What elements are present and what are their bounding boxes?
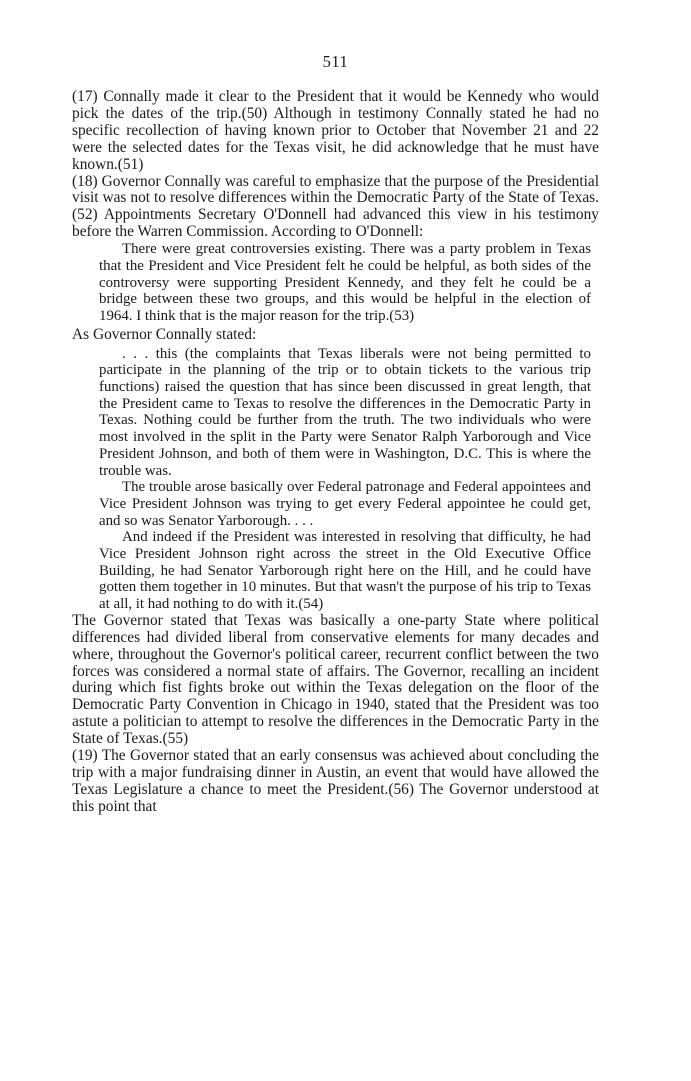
page-number: 511 <box>322 52 349 71</box>
paragraph-governor-one-party: The Governor stated that Texas was basically a one-party State where political differences had divided liberal from conservative elements for many decades and where, throughout the Governor's political career, recurrent conflict between the two forces was considered a normal state of affairs. The Governor, recalling an incident during which fist fights broke out within the Texas delegation on the floor of the Democratic Party Convention in Chicago in 1940, stated that the President was too astute a politician to attempt to resolve the differences in the Democratic Party in the State of Texas.(55) <box>72 611 599 748</box>
paragraph-17: (17) Connally made it clear to the President that it would be Kennedy who would pick the dates of the trip.(50) Although in testimony Connally stated he had no specific recollection of having known prior to October that November 21 and 22 were the selected dates for the Texas visit, he did acknowledge that he must have known.(51) <box>72 88 599 173</box>
document-page <box>72 52 599 816</box>
odonnell-quote: There were great controversies existing. There was a party problem in Texas that the President and Vice President felt he could be helpful, as both sides of the controversy were supporting President Kennedy, and they felt he could be a bridge between these two groups, and this would be helpful in the election of 1964. I think that is the major reason for the trip.(53) <box>99 241 591 324</box>
connally-quote-lead: As Governor Connally stated: <box>72 325 257 343</box>
connally-quote-part-1: . . . this (the complaints that Texas liberals were not being permitted to participate in the planning of the trip or to obtain tickets to the various trip functions) raised the question that has since been discussed in great length, that the President came to Texas to resolve the differences in the Democratic Party in Texas. Nothing could be further from the truth. The two individuals who were most involved in the split in the Party were Senator Ralph Yarborough and Vice President Johnson, and both of them were in Washington, D.C. This is where the trouble was. <box>99 345 591 479</box>
paragraph-18: (18) Governor Connally was careful to emphasize that the purpose of the Presidential visit was not to resolve differences within the Democratic Party of the State of Texas.(52) Appointments Secretary O'Donnell had advanced this view in his testimony before the Warren Commission. According to O'Donnell: <box>72 172 599 241</box>
connally-quote-part-2: The trouble arose basically over Federal patronage and Federal appointees and Vice President Johnson was trying to get every Federal appointee he could get, and so was Senator Yarborough. . . . <box>99 479 591 529</box>
document-body <box>72 89 599 816</box>
connally-quote-part-3: And indeed if the President was interested in resolving that difficulty, he had Vice President Johnson right across the street in the Old Executive Office Building, he had Senator Yarborough right here on the Hill, and he could have gotten them together in 10 minutes. But that wasn't the purpose of his trip to Texas at all, it had nothing to do with it.(54) <box>99 529 591 613</box>
paragraph-19: (19) The Governor stated that an early consensus was achieved about concluding the trip with a major fundraising dinner in Austin, an event that would have allowed the Texas Legislature a chance to meet the President.(56) The Governor understood at this point that <box>72 747 599 815</box>
